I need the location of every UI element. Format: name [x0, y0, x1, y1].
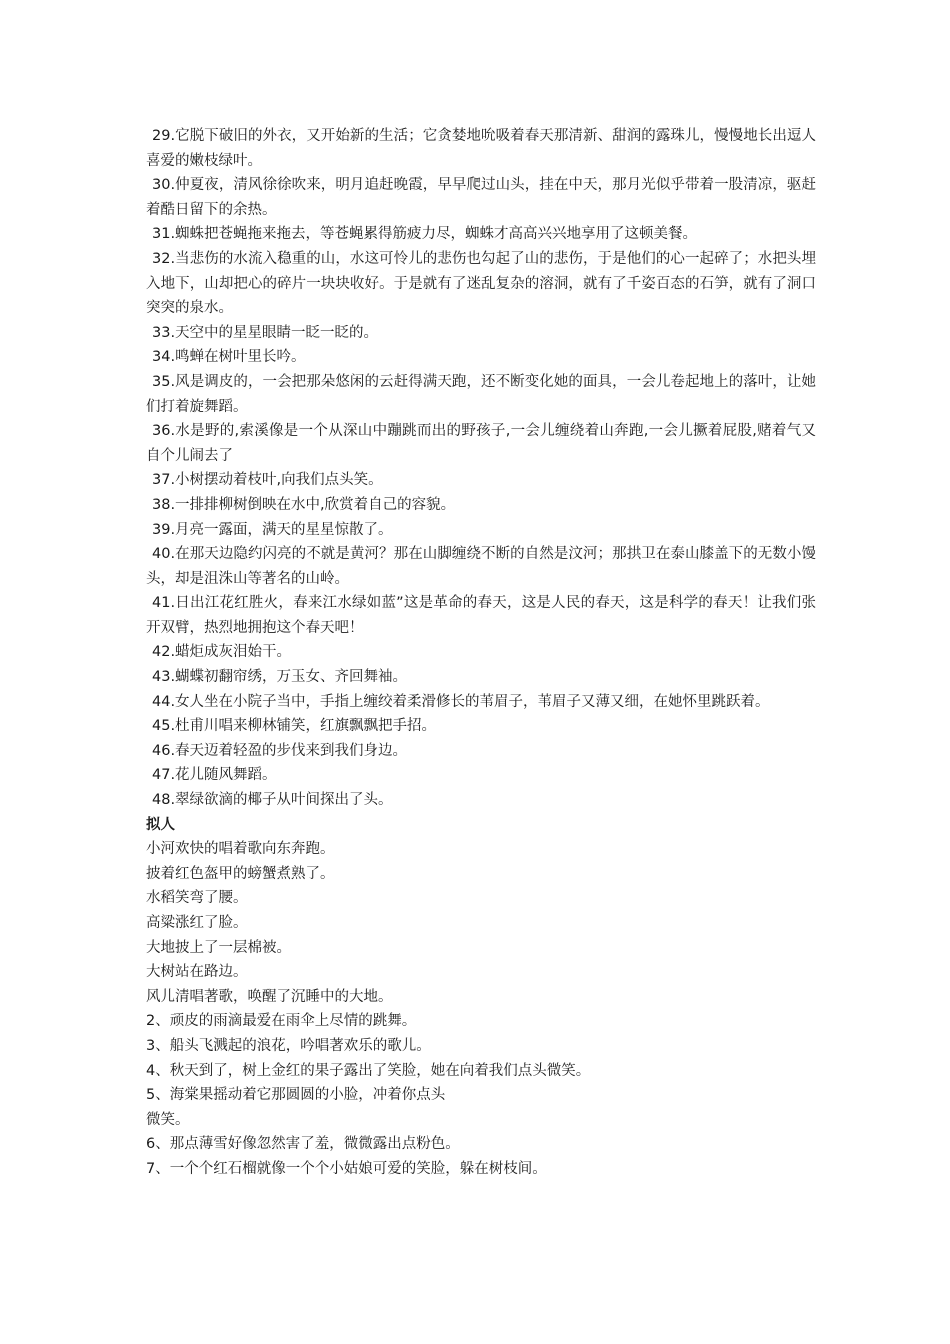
document-body	[146, 124, 816, 1182]
sentence-43: 43.蝴蝶初翻帘绣，万玉女、齐回舞袖。	[152, 669, 408, 686]
personification-line: 2、顽皮的雨滴最爱在雨伞上尽情的跳舞。	[146, 1013, 417, 1030]
sentence-41: 41.日出江花红胜火，春来江水绿如蓝”这是革命的春天，这是人民的春天，这是科学的春天！让我们张开双臂，热烈地拥抱这个春天吧！	[146, 595, 816, 636]
sentence-31: 31.蜘蛛把苍蝇拖来拖去，等苍蝇累得筋疲力尽，蜘蛛才高高兴兴地享用了这顿美餐。	[152, 226, 698, 243]
sentence-34: 34.鸣蝉在树叶里长吟。	[152, 349, 306, 366]
personification-line: 3、船头飞溅起的浪花，吟唱著欢乐的歌儿。	[146, 1037, 431, 1054]
personification-line: 风儿清唱著歌，唤醒了沉睡中的大地。	[146, 988, 393, 1005]
sentence-48: 48.翠绿欲滴的椰子从叶间探出了头。	[152, 792, 393, 809]
sentence-30: 30.仲夏夜，清风徐徐吹来，明月追赶晚霞，早早爬过山头，挂在中天，那月光似乎带着一股清凉，驱赶着酷日留下的余热。	[146, 177, 816, 218]
personification-line: 微笑。	[146, 1111, 190, 1128]
sentence-38: 38.一排排柳树倒映在水中,欣赏着自己的容貌。	[152, 496, 456, 513]
sentence-47: 47.花儿随风舞蹈。	[152, 767, 277, 784]
personification-line: 大树站在路边。	[146, 964, 248, 981]
personification-line: 5、海棠果摇动着它那圆圆的小脸，冲着你点头	[146, 1087, 446, 1104]
sentence-35: 35.风是调皮的，一会把那朵悠闲的云赶得满天跑，还不断变化她的面具，一会儿卷起地上的落叶，让她们打着旋舞蹈。	[146, 373, 816, 415]
section-heading: 拟人	[146, 816, 175, 833]
sentence-36: 36.水是野的,索溪像是一个从深山中蹦跳而出的野孩子,一会儿缠绕着山奔跑,一会儿撅着屁股,赌着气又自个儿闹去了	[146, 423, 816, 464]
sentence-44: 44.女人坐在小院子当中，手指上缠绞着柔滑修长的苇眉子，苇眉子又薄又细，在她怀里跳跃着。	[152, 693, 770, 710]
personification-line: 6、那点薄雪好像忽然害了羞，微微露出点粉色。	[146, 1136, 460, 1153]
personification-line: 4、秋天到了，树上金红的果子露出了笑脸，她在向着我们点头微笑。	[146, 1062, 591, 1079]
sentence-45: 45.杜甫川唱来柳林铺笑，红旗飘飘把手招。	[152, 718, 437, 735]
sentence-42: 42.蜡炬成灰泪始干。	[152, 644, 292, 661]
personification-line: 高粱涨红了脸。	[146, 915, 248, 931]
sentence-37: 37.小树摆动着枝叶,向我们点头笑。	[152, 472, 383, 489]
personification-line: 披着红色盔甲的螃蟹煮熟了。	[146, 865, 335, 882]
personification-line: 大地披上了一层棉被。	[146, 939, 291, 956]
personification-line: 水稻笑弯了腰。	[146, 890, 248, 907]
sentence-29: 29.它脱下破旧的外衣，又开始新的生活；它贪婪地吮吸着春天那清新、甜润的露珠儿，慢慢地长出逗人喜爱的嫩枝绿叶。	[146, 128, 816, 169]
sentence-33: 33.天空中的星星眼睛一眨一眨的。	[152, 324, 379, 341]
personification-line: 7、一个个红石榴就像一个个小姑娘可爱的笑脸，躲在树枝间。	[146, 1160, 547, 1177]
sentence-32: 32.当悲伤的水流入稳重的山，水这可怜儿的悲伤也勾起了山的悲伤，于是他们的心一起碎了；水把头埋入地下，山却把心的碎片一块块收好。于是就有了迷乱复杂的溶洞，就有了千姿百态的石笋，就有了洞口突突的泉水。	[146, 250, 816, 317]
personification-line: 小河欢快的唱着歌向东奔跑。	[146, 841, 335, 858]
sentence-40: 40.在那天边隐约闪亮的不就是黄河？那在山脚缠绕不断的自然是汶河；那拱卫在泰山膝盖下的无数小馒头，却是沮洙山等著名的山岭。	[146, 546, 816, 587]
sentence-39: 39.月亮一露面，满天的星星惊散了。	[152, 521, 393, 538]
sentence-46: 46.春天迈着轻盈的步伐来到我们身边。	[152, 742, 408, 759]
